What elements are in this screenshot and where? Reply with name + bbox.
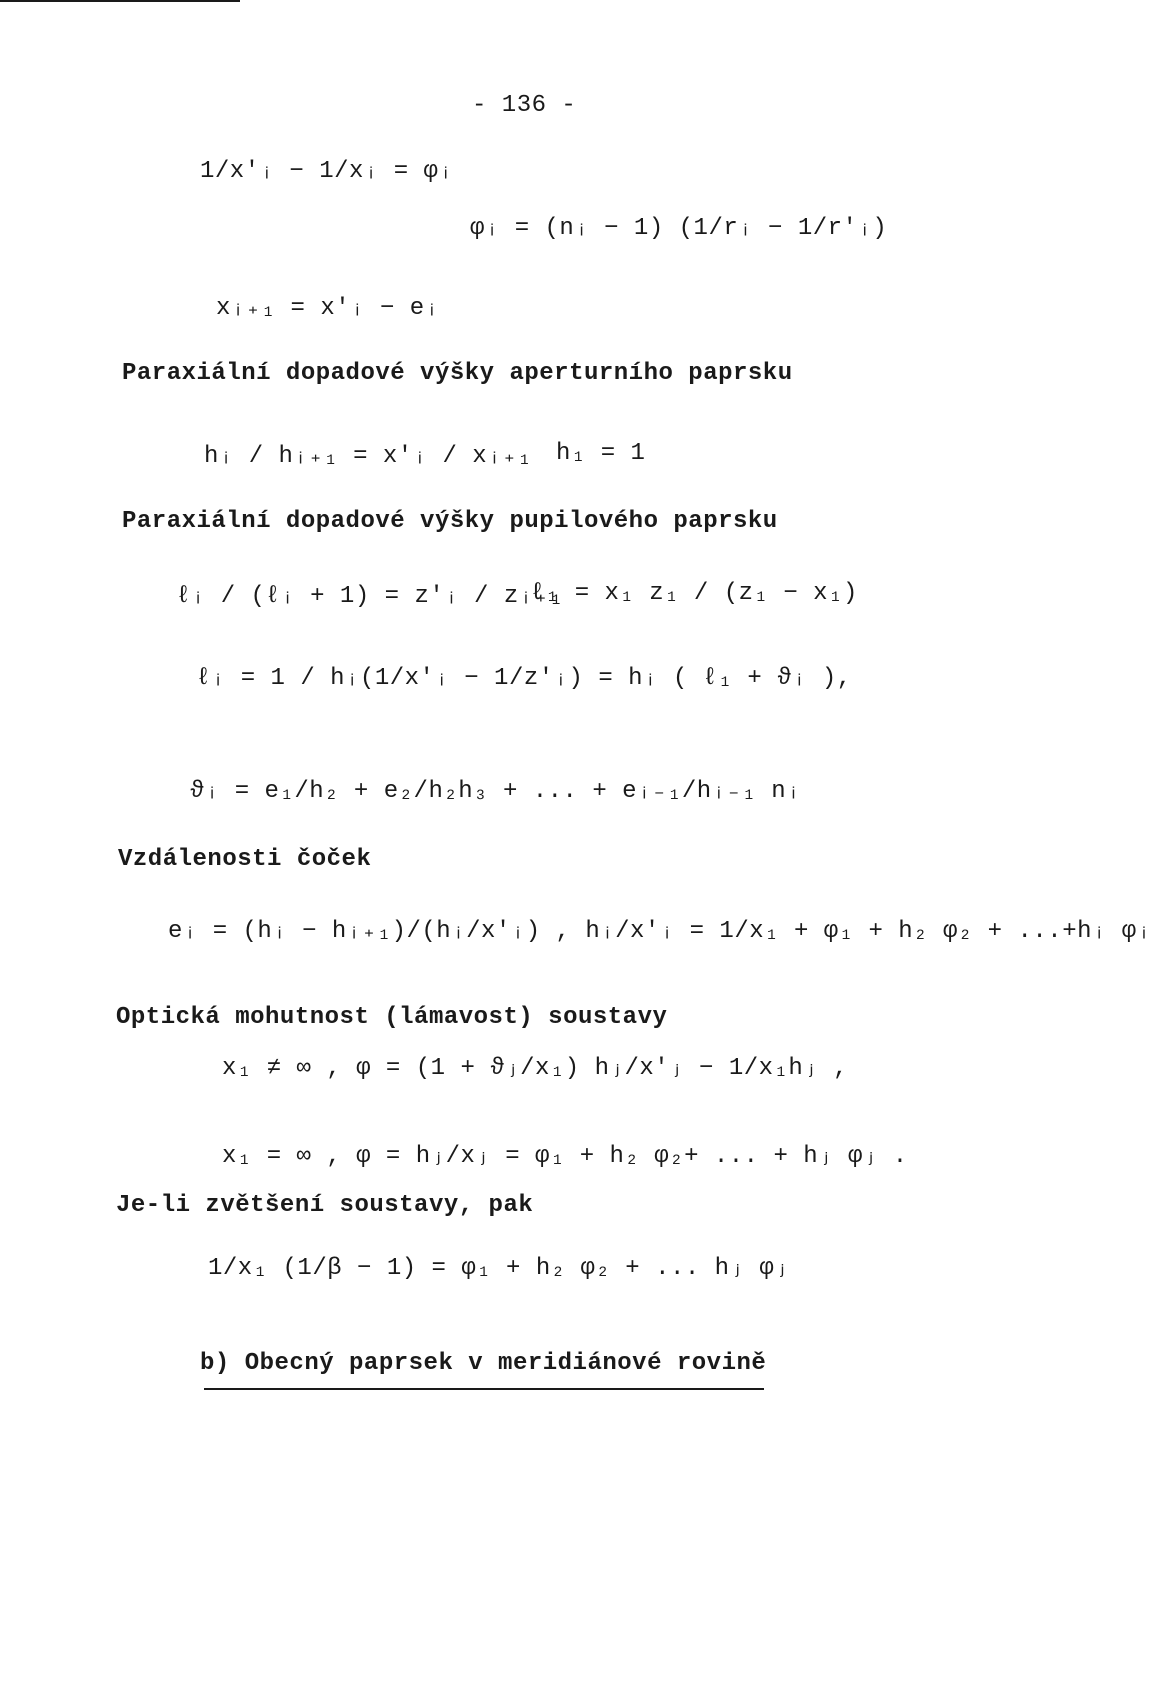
formula-pupil-ratio: ℓᵢ / (ℓᵢ + 1) = z'ᵢ / zᵢ₊₁	[176, 583, 564, 610]
section-b-heading: b) Obecný paprsek v meridiánové rovině	[200, 1350, 767, 1377]
formula-power-finite: x₁ ≠ ∞ , φ = (1 + ϑⱼ/x₁) hⱼ/x'ⱼ − 1/x₁hⱼ ,	[222, 1055, 849, 1082]
section-b-underline	[204, 1388, 764, 1390]
formula-distance-transfer: xᵢ₊₁ = x'ᵢ − eᵢ	[216, 295, 440, 322]
formula-refraction-power: 1/x'ᵢ − 1/xᵢ = φᵢ	[200, 158, 454, 185]
heading-aperture-ray: Paraxiální dopadové výšky aperturního paprsku	[122, 360, 793, 387]
formula-initial-height: h₁ = 1	[556, 440, 646, 467]
heading-magnification: Je-li zvětšení soustavy, pak	[116, 1192, 534, 1219]
heading-lens-distances: Vzdálenosti čoček	[118, 846, 372, 873]
top-edge-rule	[0, 0, 240, 2]
formula-pupil-height: ℓᵢ = 1 / hᵢ(1/x'ᵢ − 1/z'ᵢ) = hᵢ ( ℓ₁ + ϑᵢ ),	[196, 665, 852, 692]
formula-height-ratio: hᵢ / hᵢ₊₁ = x'ᵢ / xᵢ₊₁	[204, 443, 532, 470]
formula-magnification: 1/x₁ (1/β − 1) = φ₁ + h₂ φ₂ + ... hⱼ φⱼ	[208, 1255, 790, 1282]
formula-power-infinite: x₁ = ∞ , φ = hⱼ/xⱼ = φ₁ + h₂ φ₂+ ... + hⱼ φⱼ .	[222, 1143, 908, 1170]
formula-pupil-initial: ℓ₁ = x₁ z₁ / (z₁ − x₁)	[530, 580, 858, 607]
page-number: - 136 -	[472, 92, 577, 119]
heading-pupil-ray: Paraxiální dopadové výšky pupilového paprsku	[122, 508, 778, 535]
formula-theta: ϑᵢ = e₁/h₂ + e₂/h₂h₃ + ... + eᵢ₋₁/hᵢ₋₁ nᵢ	[190, 778, 802, 805]
heading-optical-power: Optická mohutnost (lámavost) soustavy	[116, 1004, 668, 1031]
formula-lens-power: φᵢ = (nᵢ − 1) (1/rᵢ − 1/r'ᵢ)	[470, 215, 888, 242]
formula-lens-distance: eᵢ = (hᵢ − hᵢ₊₁)/(hᵢ/x'ᵢ) , hᵢ/x'ᵢ = 1/x₁ + φ₁ + h₂ φ₂ + ...+hᵢ φᵢ	[168, 918, 1152, 945]
